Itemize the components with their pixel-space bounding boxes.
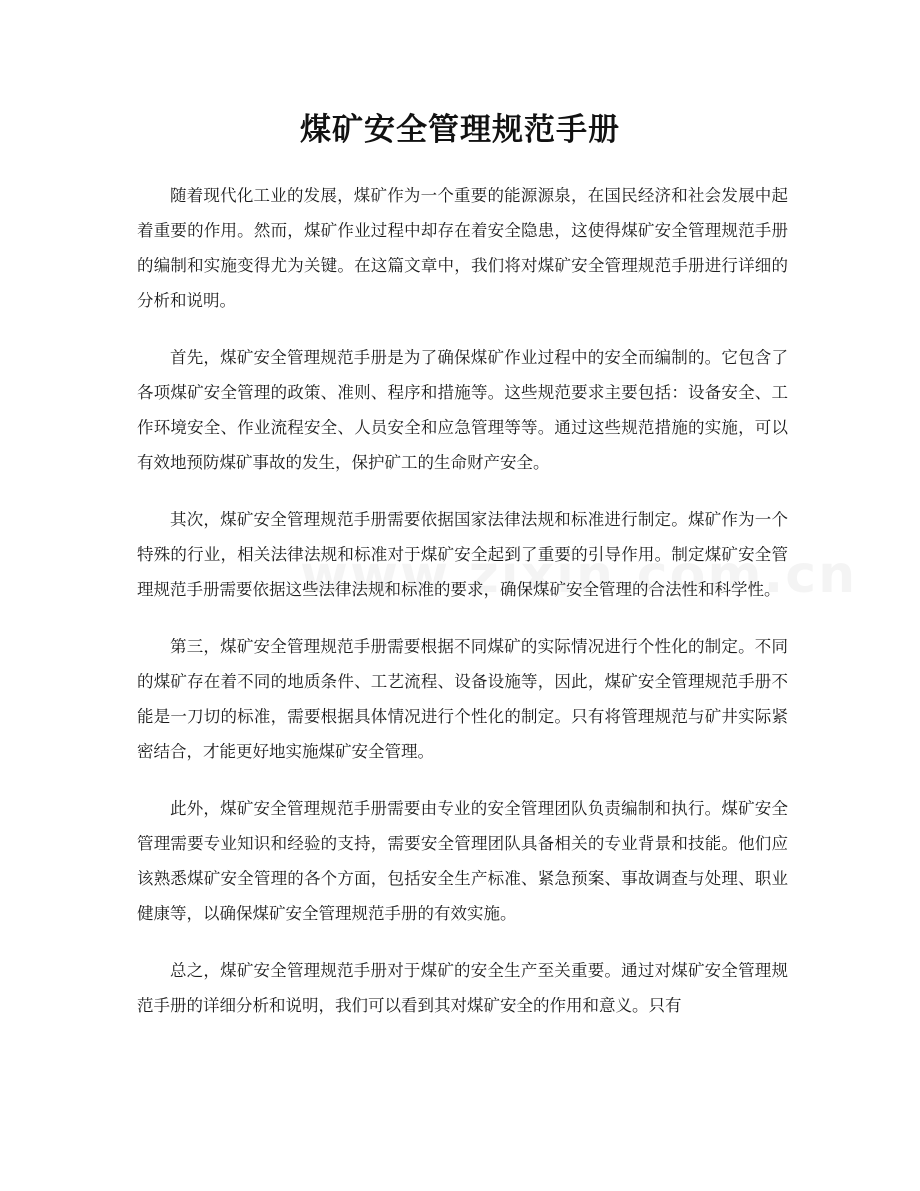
paragraph-intro: 随着现代化工业的发展，煤矿作为一个重要的能源源泉，在国民经济和社会发展中起着重要的作用。然而，煤矿作业过程中却存在着安全隐患，这使得煤矿安全管理规范手册的编制和实施变得尤为关键。在这篇文章中，我们将对煤矿安全管理规范手册进行详细的分析和说明。 (137, 186, 788, 310)
paragraph-summary: 总之，煤矿安全管理规范手册对于煤矿的安全生产至关重要。通过对煤矿安全管理规范手册的详细分析和说明，我们可以看到其对煤矿安全的作用和意义。只有 (137, 961, 788, 1015)
document-body (137, 178, 788, 1045)
document-title: 煤矿安全管理规范手册 (300, 112, 620, 148)
paragraph-third: 第三，煤矿安全管理规范手册需要根据不同煤矿的实际情况进行个性化的制定。不同的煤矿存在着不同的地质条件、工艺流程、设备设施等，因此，煤矿安全管理规范手册不能是一刀切的标准，需要根据具体情况进行个性化的制定。只有将管理规范与矿井实际紧密结合，才能更好地实施煤矿安全管理。 (137, 637, 788, 761)
paragraph-additionally: 此外，煤矿安全管理规范手册需要由专业的安全管理团队负责编制和执行。煤矿安全管理需要专业知识和经验的支持，需要安全管理团队具备相关的专业背景和技能。他们应该熟悉煤矿安全管理的各个方面，包括安全生产标准、紧急预案、事故调查与处理、职业健康等，以确保煤矿安全管理规范手册的有效实施。 (137, 799, 788, 923)
paragraph-first: 首先，煤矿安全管理规范手册是为了确保煤矿作业过程中的安全而编制的。它包含了各项煤矿安全管理的政策、准则、程序和措施等。这些规范要求主要包括：设备安全、工作环境安全、作业流程安全、人员安全和应急管理等等。通过这些规范措施的实施，可以有效地预防煤矿事故的发生，保护矿工的生命财产安全。 (137, 348, 788, 472)
paragraph-second: 其次，煤矿安全管理规范手册需要依据国家法律法规和标准进行制定。煤矿作为一个特殊的行业，相关法律法规和标准对于煤矿安全起到了重要的引导作用。制定煤矿安全管理规范手册需要依据这些法律法规和标准的要求，确保煤矿安全管理的合法性和科学性。 (137, 510, 788, 599)
